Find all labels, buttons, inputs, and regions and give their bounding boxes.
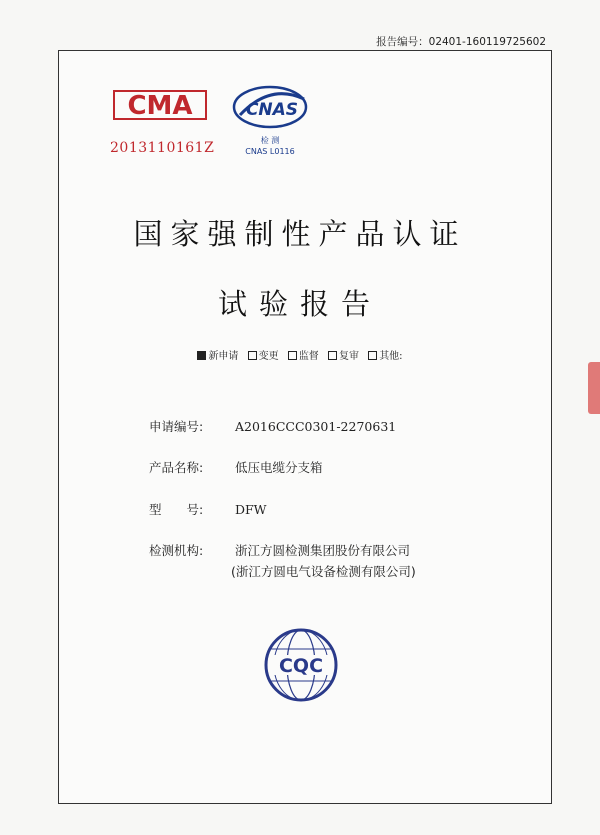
type-review: 复审 [328, 351, 359, 362]
product-name: 低压电缆分支箱 [234, 460, 323, 475]
field-label: 型 号: [149, 502, 204, 517]
cqc-text: CQC [278, 655, 324, 677]
report-subtitle: 试验报告 [217, 287, 382, 321]
checkbox [288, 351, 297, 360]
checkbox [328, 351, 337, 360]
application-number: A2016CCC0301-2270631 [234, 419, 397, 434]
cnas-label: 检 测 [260, 136, 280, 145]
type-new: 新申请 [197, 351, 238, 362]
model-row [149, 500, 267, 518]
type-change: 变更 [248, 351, 279, 362]
checkbox [368, 351, 377, 360]
field-label: 产品名称: [149, 460, 204, 475]
cma-logo [110, 85, 220, 129]
type-supervision: 监督 [288, 351, 319, 362]
application-number-row [149, 417, 396, 435]
model-value: DFW [234, 502, 267, 517]
product-name-row [149, 458, 323, 476]
test-org: 浙江方圆检测集团股份有限公司 [234, 543, 410, 558]
test-org-sub: (浙江方圆电气设备检测有限公司) [231, 564, 416, 579]
seal-edge [588, 362, 600, 414]
checkbox [197, 351, 206, 360]
report-number: 报告编号：02401-160119725602 [376, 36, 546, 48]
test-org-row [149, 541, 410, 559]
report-title: 国家强制性产品认证 [133, 217, 467, 251]
checkbox [248, 351, 257, 360]
cnas-text: CNAS [245, 100, 299, 120]
cma-text: CMA [127, 91, 193, 121]
cnas-logo [230, 85, 310, 157]
cma-code: 2013110161Z [110, 140, 215, 156]
field-label: 申请编号: [149, 419, 204, 434]
field-label: 检测机构: [149, 543, 204, 558]
application-types [0, 347, 600, 362]
type-other: 其他: [368, 351, 402, 362]
cqc-logo [263, 627, 339, 707]
cnas-number: CNAS L0116 [245, 147, 295, 156]
